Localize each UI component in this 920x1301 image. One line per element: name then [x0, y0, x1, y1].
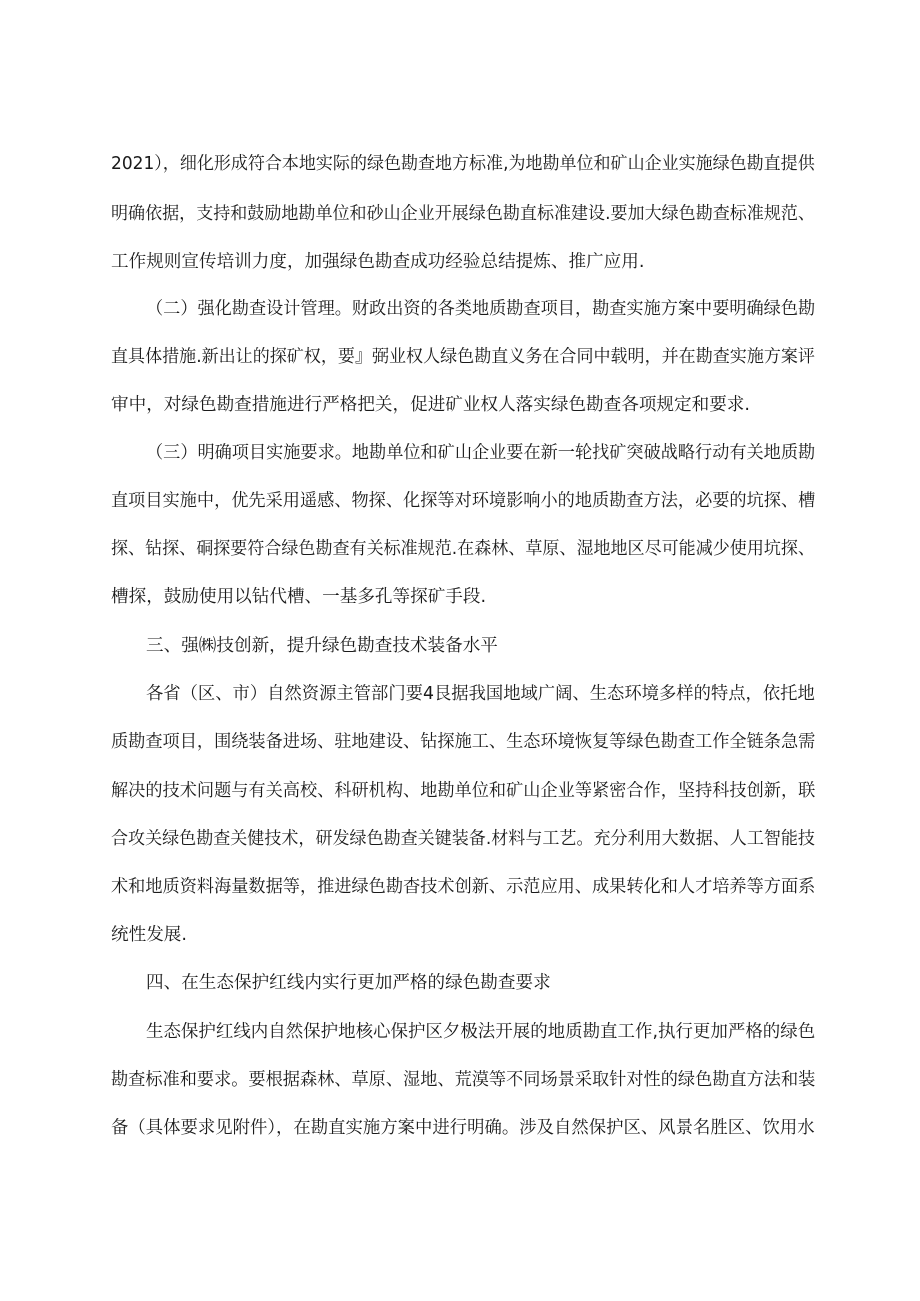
text-line: 探、钻探、硐探要符合绿色勘查有关标准规范.在森林、草原、湿地地区尽可能减少使用坑探、: [111, 539, 815, 559]
text-line: 各省（区、市）自然资源主管部门要4艮据我国地域广阔、生态环境多样的特点，依托地: [146, 684, 815, 704]
text-line: 解决的技术问题与有关高校、科研机构、地勘单位和矿山企业等紧密合作，坚持科技创新，联: [111, 781, 816, 801]
text-line: 审中，对绿色勘查措施进行严格把关，促进矿业权人落实绿色勘查各项规定和要求.: [111, 395, 750, 415]
text-line: 合攻关绿色勘查关健技术，研发绿色勘查关键装备.材料与工艺。充分利用大数据、人工智能技: [111, 829, 815, 849]
text-line: 质勘查项目，围绕装备进场、驻地建设、钻探施工、生态环境恢复等绿色勘查工作全链条急需: [111, 732, 816, 752]
text-line: 2021），细化形成符合本地实际的绿色勘查地方标准,为地勘单位和矿山企业实施绿色勘直提供: [111, 154, 815, 174]
text-line: 备（具体要求见附件），在勘直实施方案中进行明确。涉及自然保护区、风景名胜区、饮用水: [111, 1118, 815, 1138]
text-line: 术和地质资料海量数据等，推进绿色勘杳技术创新、示范应用、成果转化和人才培养等方面系: [111, 877, 816, 897]
text-line: 工作规则宣传培训力度，加强绿色勘查成功经验总结提炼、推广应用.: [111, 252, 645, 272]
paragraph-heading-3: （三）明确项目实施要求。地勘单位和矿山企业要在新一轮找矿突破战略行动有关地质勘: [146, 443, 816, 463]
text-line: 直项目实施中，优先采用遥感、物探、化探等对环境影响小的地质勘查方法，必要的坑探、槽: [111, 491, 816, 511]
text-line: 直具体措施.新出让的探矿权，要』弼业权人绿色勘直义务在合同中载明，并在勘查实施方案评: [111, 347, 815, 367]
paragraph-heading-2: （二）强化勘查设计管理。财政出资的各类地质勘查项目，勘查实施方案中要明确绿色勘: [146, 299, 816, 319]
section-heading-3: 三、强㈱技创新，提升绿色勘查技术装备水平: [146, 636, 498, 656]
text-line: 明确依据，支持和鼓励地勘单位和砂山企业开展绿色勘直标准建设.要加大绿色勘查标准规范、: [111, 204, 815, 224]
text-line: 槽探，鼓励使用以钻代槽、一基多孔等探矿手段.: [111, 587, 487, 607]
text-line: 统性发展.: [111, 925, 187, 945]
text-line: 勘查标准和要求。要根据森林、草原、湿地、荒漠等不同场景采取针对性的绿色勘直方法和装: [111, 1070, 816, 1090]
text-line: 生态保护红线内自然保护地核心保护区夕极法开展的地质勘直工作,执行更加严格的绿色: [146, 1022, 816, 1042]
section-heading-4: 四、在生态保护红线内实行更加严格的绿色勘查要求: [146, 973, 551, 993]
